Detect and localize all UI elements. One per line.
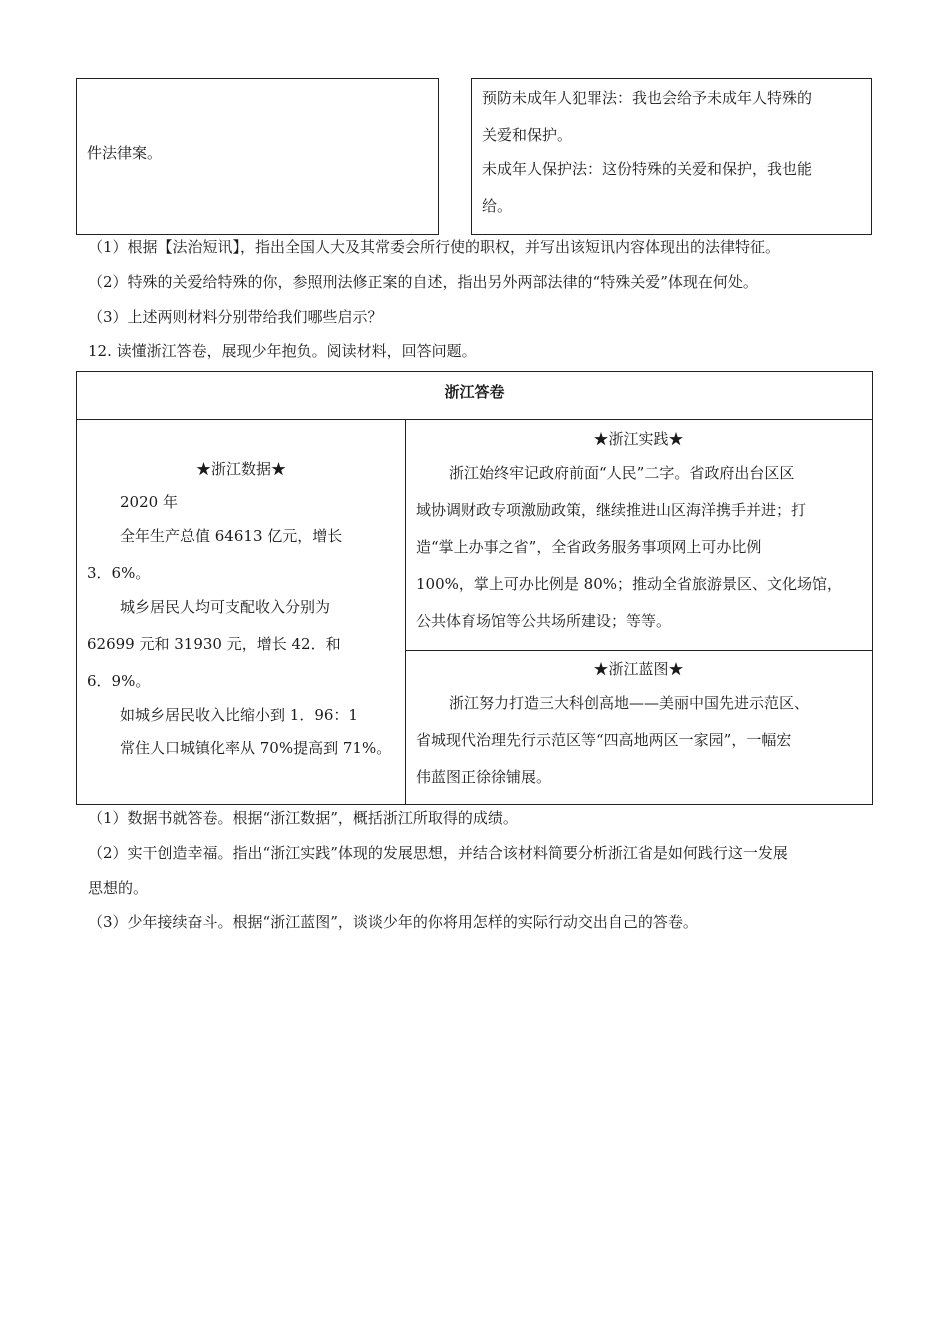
top-right-line: 未成年人保护法：这份特殊的关爱和保护，我也能 bbox=[482, 160, 813, 178]
q11-item-3: （3）上述两则材料分别带给我们哪些启示？ bbox=[88, 308, 383, 326]
blueprint-line: 浙江努力打造三大科创高地——美丽中国先进示范区、 bbox=[449, 694, 810, 712]
practice-line: 100%，掌上可办比例是 80%；推动全省旅游景区、文化场馆， bbox=[416, 575, 842, 593]
q12-item-2: （2）实干创造幸福。指出“浙江实践”体现的发展思想，并结合该材料简要分析浙江省是如何践行这一发展 bbox=[88, 844, 788, 862]
data-line: 城乡居民人均可支配收入分别为 bbox=[120, 598, 331, 616]
data-line: 全年生产总值 64613 亿元，增长 bbox=[120, 527, 343, 545]
data-line: 3．6%。 bbox=[87, 564, 151, 582]
top-right-line: 关爱和保护。 bbox=[482, 126, 573, 144]
table-title: 浙江答卷 bbox=[444, 383, 505, 401]
top-right-box bbox=[471, 78, 872, 235]
column-divider bbox=[405, 419, 406, 805]
title-divider bbox=[77, 419, 872, 420]
top-right-line: 给。 bbox=[482, 197, 513, 215]
data-line: 常住人口城镇化率从 70%提高到 71%。 bbox=[120, 739, 392, 757]
right-row-divider bbox=[405, 650, 872, 651]
q12-item-3: （3）少年接续奋斗。根据“浙江蓝图”，谈谈少年的你将用怎样的实际行动交出自己的答卷。 bbox=[88, 913, 698, 931]
data-heading: ★浙江数据★ bbox=[195, 460, 286, 478]
practice-heading: ★浙江实践★ bbox=[593, 430, 684, 448]
practice-line: 公共体育场馆等公共场所建设；等等。 bbox=[416, 612, 672, 630]
top-left-box bbox=[76, 78, 439, 235]
blueprint-line: 伟蓝图正徐徐铺展。 bbox=[416, 768, 552, 786]
data-line: 2020 年 bbox=[120, 493, 178, 511]
top-left-text: 件法律案。 bbox=[87, 144, 163, 162]
blueprint-heading: ★浙江蓝图★ bbox=[593, 660, 684, 678]
q12-intro: 12. 读懂浙江答卷，展现少年抱负。阅读材料，回答问题。 bbox=[88, 342, 477, 360]
q11-item-2: （2）特殊的关爱给特殊的你，参照刑法修正案的自述，指出另外两部法律的“特殊关爱”体现在何处。 bbox=[88, 273, 758, 291]
practice-line: 域协调财政专项激励政策，继续推进山区海洋携手并进；打 bbox=[416, 501, 807, 519]
top-right-line: 预防未成年人犯罪法：我也会给予未成年人特殊的 bbox=[482, 89, 813, 107]
data-line: 如城乡居民收入比缩小到 1．96：1 bbox=[120, 706, 358, 724]
practice-line: 造“掌上办事之省”，全省政务服务事项网上可办比例 bbox=[416, 538, 762, 556]
practice-line: 浙江始终牢记政府前面“人民”二字。省政府出台区区 bbox=[449, 464, 795, 482]
blueprint-line: 省城现代治理先行示范区等“四高地两区一家园”，一幅宏 bbox=[416, 731, 792, 749]
data-line: 6．9%。 bbox=[87, 672, 151, 690]
q12-item-1: （1）数据书就答卷。根据“浙江数据”，概括浙江所取得的成绩。 bbox=[88, 809, 518, 827]
q11-item-1: （1）根据【法治短讯】，指出全国人大及其常委会所行使的职权，并写出该短讯内容体现出的法律特征。 bbox=[88, 238, 781, 256]
q12-item-2-cont: 思想的。 bbox=[88, 879, 149, 897]
zhejiang-table bbox=[76, 371, 873, 805]
data-line: 62699 元和 31930 元，增长 42．和 bbox=[87, 635, 341, 653]
